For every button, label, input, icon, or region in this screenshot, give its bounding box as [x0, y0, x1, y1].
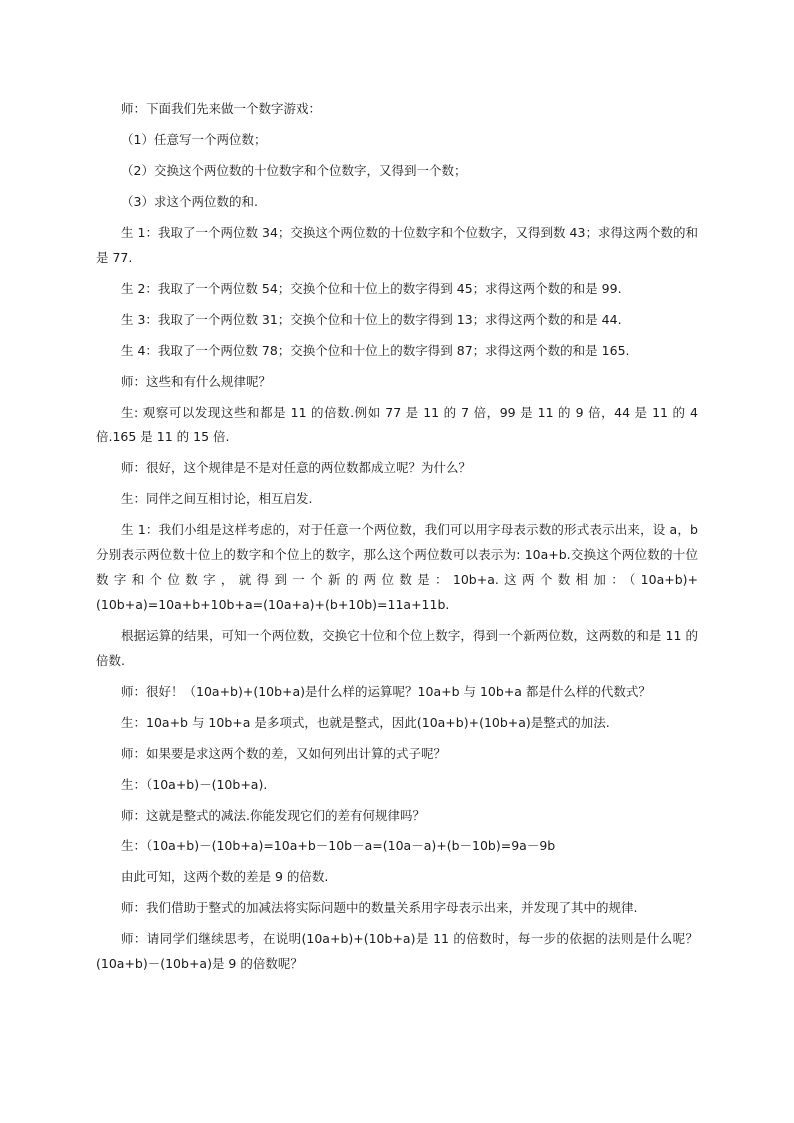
paragraph-22: 师：我们借助于整式的加减法将实际问题中的数量关系用字母表示出来，并发现了其中的规律.: [121, 900, 638, 916]
paragraph-12: 生：同伴之间互相讨论，相互启发.: [121, 491, 313, 507]
paragraph-21: 由此可知，这两个数的差是 9 的倍数.: [121, 869, 329, 885]
paragraph-10: 生: 观察可以发现这些和都是 11 的倍数.例如 77 是 11 的 7 倍，99 是 11 的 9 倍，44 是 11 的 4 倍.165 是 11 的 15 倍.: [96, 404, 698, 445]
paragraph-1: 师：下面我们先来做一个数字游戏：: [121, 101, 322, 116]
paragraph-18: 生：（10a+b)－(10b+a).: [121, 776, 268, 792]
paragraph-5: 生 1：我取了一个两位数 34；交换这个两位数的十位数字和个位数字，又得到数 43；求得这两个数的和是 77.: [96, 224, 698, 265]
paragraph-17: 师：如果要是求这两个数的差，又如何列出计算的式子呢？: [121, 745, 447, 761]
paragraph-8: 生 4：我取了一个两位数 78；交换个位和十位上的数字得到 87；求得这两个数的和是 165.: [121, 342, 630, 358]
paragraph-3: （2）交换这个两位数的十位数字和个位数字，又得到一个数；: [121, 162, 467, 178]
paragraph-9: 师：这些和有什么规律呢？: [121, 373, 272, 389]
paragraph-13: 生 1：我们小组是这样考虑的，对于任意一个两位数，我们可以用字母表示数的形式表示出来，设 a，b 分别表示两位数十位上的数字和个位上的数字，那么这个两位数可以表示为: 10a+b.交换这个两位数的十位数字和个位数字，就得到一个新的两位数是：10b+a.这两个数相加：（10a+b)+(10b+a)=10a+b+10b+a=(10a+a)+(b+10b)=11a+11b.: [96, 522, 698, 612]
paragraph-2: （1）任意写一个两位数；: [121, 131, 267, 147]
paragraph-19: 师：这就是整式的减法.你能发现它们的差有何规律吗？: [121, 807, 425, 823]
paragraph-6: 生 2：我取了一个两位数 54；交换个位和十位上的数字得到 45；求得这两个数的和是 99.: [121, 280, 622, 296]
paragraph-20: 生：（10a+b)－(10b+a)=10a+b－10b－a=(10a－a)+(b－10b)=9a－9b: [121, 838, 556, 854]
paragraph-14: 根据运算的结果，可知一个两位数，交换它十位和个位上数字，得到一个新两位数，这两数的和是 11 的倍数.: [96, 627, 698, 668]
paragraph-4: （3）求这个两位数的和.: [121, 193, 258, 209]
paragraph-15: 师：很好！（10a+b)+(10b+a)是什么样的运算呢？10a+b 与 10b+a 都是什么样的代数式？: [121, 683, 651, 699]
paragraph-11: 师：很好，这个规律是不是对任意的两位数都成立呢？为什么？: [121, 460, 472, 476]
paragraph-7: 生 3：我取了一个两位数 31；交换个位和十位上的数字得到 13；求得这两个数的和是 44.: [121, 311, 622, 327]
paragraph-16: 生：10a+b 与 10b+a 是多项式，也就是整式，因此(10a+b)+(10b+a)是整式的加法.: [121, 714, 610, 730]
paragraph-23: 师：请同学们继续思考，在说明(10a+b)+(10b+a)是 11 的倍数时，每一步的依据的法则是什么呢？(10a+b)－(10b+a)是 9 的倍数呢？: [96, 931, 698, 972]
